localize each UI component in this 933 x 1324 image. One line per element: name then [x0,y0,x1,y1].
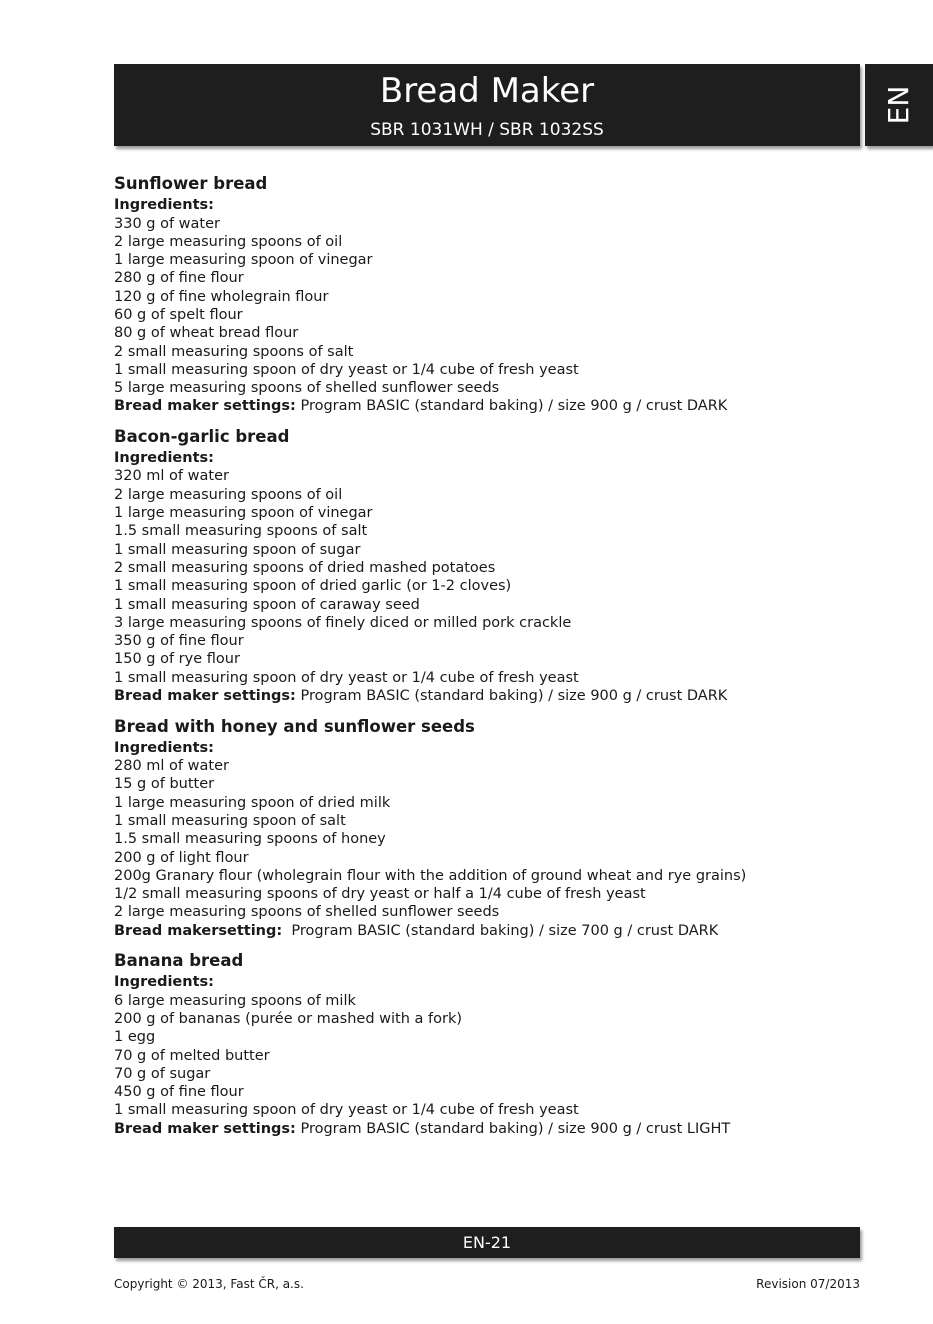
copyright-text: Copyright © 2013, Fast ČR, a.s. [114,1277,304,1291]
ingredient-item: 150 g of rye flour [114,651,240,668]
language-label: EN [882,85,915,125]
page-number: EN-21 [462,1233,512,1252]
ingredient-item: 120 g of fine wholegrain flour [114,288,329,305]
ingredient-item: 200 g of bananas (purée or mashed with a fork) [114,1011,463,1027]
page-title: Bread Maker [379,71,595,111]
settings-label: Bread makersetting: [114,922,283,939]
ingredients-label: Ingredients: [114,449,214,466]
recipe-title: Banana bread [114,951,244,971]
settings-label: Bread maker settings: [114,1120,296,1137]
ingredient-item: 1 small measuring spoon of caraway seed [114,596,420,613]
ingredient-item: 350 g of fine flour [114,633,244,650]
settings-value: Program BASIC (standard baking) / size 900 g / crust DARK [300,688,728,705]
ingredient-item: 450 g of fine flour [114,1084,244,1101]
ingredient-item: 70 g of sugar [114,1065,211,1082]
ingredient-item: 2 large measuring spoons of oil [114,233,343,250]
settings-line [114,922,860,941]
ingredient-item: 1 small measuring spoon of salt [114,812,346,829]
ingredients-label: Ingredients: [114,197,214,213]
ingredient-item: 1.5 small measuring spoons of salt [114,523,368,540]
ingredient-item: 1 small measuring spoon of sugar [114,541,361,558]
header-bar [114,64,860,146]
ingredient-item: 1 large measuring spoon of vinegar [114,252,373,269]
recipe-title: Sunflower bread [114,174,268,193]
recipe-block [114,172,860,416]
recipe-title: Bread with honey and sunflower seeds [114,716,475,736]
ingredient-item: 2 large measuring spoons of oil [114,486,343,503]
settings-line [114,1120,860,1139]
ingredient-item: 5 large measuring spoons of shelled sunflower seeds [114,380,500,397]
revision-text: Revision 07/2013 [756,1277,860,1291]
model-subtitle: SBR 1031WH / SBR 1032SS [370,120,604,140]
ingredient-item: 15 g of butter [114,776,215,793]
ingredient-item: 2 small measuring spoons of dried mashed potatoes [114,559,496,576]
ingredient-item: 1/2 small measuring spoons of dry yeast or half a 1/4 cube of fresh yeast [114,886,646,903]
ingredient-item: 1 small measuring spoon of dry yeast or 1/4 cube of fresh yeast [114,361,579,378]
ingredient-item: 1 small measuring spoon of dry yeast or 1/4 cube of fresh yeast [114,669,579,686]
ingredients-label: Ingredients: [114,974,214,991]
ingredient-item: 1.5 small measuring spoons of honey [114,831,386,848]
ingredient-item: 280 g of fine flour [114,270,244,287]
ingredient-item: 1 small measuring spoon of dry yeast or 1/4 cube of fresh yeast [114,1102,579,1119]
recipe-title: Bacon-garlic bread [114,426,290,446]
ingredient-item: 2 large measuring spoons of shelled sunflower seeds [114,904,500,921]
settings-value: Program BASIC (standard baking) / size 900 g / crust LIGHT [300,1120,731,1137]
ingredient-item: 330 g of water [114,215,220,232]
ingredient-item: 280 ml of water [114,758,229,775]
recipe-block [114,715,860,941]
ingredient-item: 1 large measuring spoon of vinegar [114,505,373,522]
ingredient-item: 80 g of wheat bread flour [114,325,299,342]
ingredient-item: 6 large measuring spoons of milk [114,992,356,1009]
settings-value: Program BASIC (standard baking) / size 900 g / crust DARK [300,398,728,415]
ingredient-item: 1 large measuring spoon of dried milk [114,794,391,811]
settings-label: Bread maker settings: [114,688,296,705]
ingredient-item: 1 egg [114,1029,156,1046]
ingredient-item: 3 large measuring spoons of finely diced or milled pork crackle [114,614,572,631]
settings-label: Bread maker settings: [114,398,296,415]
language-tab [865,64,933,146]
ingredient-item: 2 small measuring spoons of salt [114,343,354,360]
recipe-block [114,949,860,1138]
footer-bar [114,1227,860,1258]
ingredient-item: 200g Granary flour (wholegrain flour with the addition of ground wheat and rye grains) [114,867,747,884]
settings-line [114,397,860,416]
settings-value: Program BASIC (standard baking) / size 700 g / crust DARK [286,922,719,939]
ingredients-label: Ingredients: [114,739,214,756]
settings-line [114,687,860,706]
ingredient-item: 60 g of spelt flour [114,306,243,323]
ingredient-item: 1 small measuring spoon of dried garlic (or 1-2 cloves) [114,578,512,595]
ingredient-item: 70 g of melted butter [114,1047,270,1064]
recipe-list [114,172,860,1147]
ingredient-item: 320 ml of water [114,468,229,485]
ingredient-item: 200 g of light flour [114,849,249,866]
recipe-block [114,425,860,706]
